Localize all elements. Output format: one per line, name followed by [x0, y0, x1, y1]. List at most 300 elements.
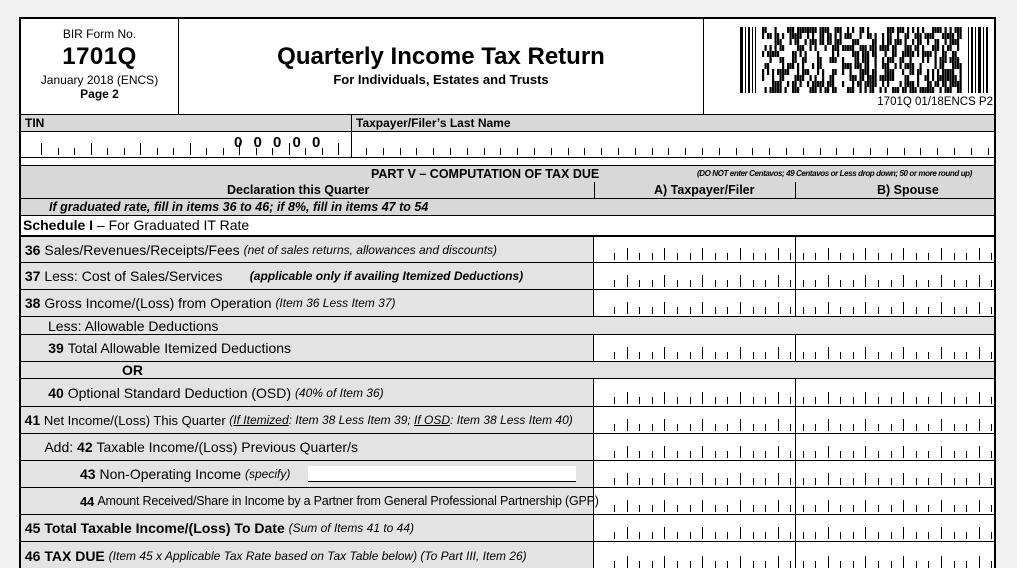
barcode-module: [957, 45, 959, 51]
barcode-module: [827, 39, 829, 45]
comb-tick: [991, 352, 992, 359]
comb-tick: [815, 561, 816, 568]
barcode-module: [887, 33, 889, 39]
barcode-module: [950, 69, 952, 75]
item-text: Total Allowable Itemized Deductions: [67, 340, 292, 356]
comb-tick: [891, 280, 892, 287]
note-part: : Item 38 Less Item 40): [450, 413, 573, 427]
barcode-module: [762, 33, 764, 39]
item-number: 43: [80, 466, 96, 482]
item-number: 41: [24, 412, 41, 428]
declaration-label: Declaration this Quarter: [227, 183, 370, 197]
barcode-module: [770, 51, 772, 57]
barcode-module: [850, 33, 852, 39]
comb-tick: [891, 253, 892, 260]
barcode-module: [937, 81, 939, 87]
comb-tick: [840, 561, 841, 568]
barcode-module: [945, 69, 947, 75]
comb-tick: [765, 280, 766, 287]
comb-tick: [903, 500, 904, 512]
item-46-spouse-input[interactable]: [796, 542, 996, 568]
comb-tick: [677, 478, 678, 485]
barcode-module: [897, 39, 899, 45]
barcode-module: [777, 39, 779, 45]
barcode-module: [915, 33, 917, 39]
comb-tick: [753, 424, 754, 431]
comb-tick: [916, 532, 917, 539]
comb-tick: [639, 397, 640, 404]
barcode-module: [800, 75, 802, 81]
less-allowable-label: Less: Allowable Deductions: [48, 318, 219, 334]
comb-tick: [601, 148, 602, 155]
barcode-module: [885, 87, 887, 93]
comb-tick: [966, 451, 967, 458]
barcode-module: [817, 57, 819, 63]
comb-tick: [690, 307, 691, 314]
comb-tick: [639, 307, 640, 314]
item-41-taxpayer-input[interactable]: [595, 407, 796, 433]
barcode-module: [872, 87, 874, 93]
barcode-module: [775, 51, 777, 57]
barcode-module: [935, 45, 937, 51]
comb-tick: [865, 500, 866, 512]
note-part: If OSD: [414, 413, 451, 427]
comb-tick: [677, 280, 678, 287]
barcode-module: [910, 45, 912, 51]
comb-tick: [765, 451, 766, 458]
barcode-module: [827, 81, 829, 87]
item-note: (Item 45 x Applicable Tax Rate based on Tax Table below) (To Part III, Item 26): [108, 549, 527, 563]
comb-tick: [865, 473, 866, 485]
item-37-row: [21, 263, 996, 290]
barcode-module: [935, 57, 937, 63]
barcode-module: [790, 39, 792, 45]
barcode-module: [925, 33, 927, 39]
barcode-module: [857, 63, 859, 69]
comb-tick: [614, 307, 615, 314]
tin-label-row: [21, 114, 996, 132]
barcode-module: [832, 69, 834, 75]
comb-tick: [916, 505, 917, 512]
barcode-module: [912, 69, 914, 75]
item-number: 36: [24, 241, 41, 258]
less-allowable-row: [21, 317, 996, 335]
barcode-image: [740, 27, 990, 93]
barcode-module: [770, 57, 772, 63]
barcode-module: [920, 33, 922, 39]
barcode-module: [905, 45, 907, 51]
barcode-module: [802, 75, 804, 81]
item-44-row: [21, 488, 996, 515]
comb-tick: [614, 561, 615, 568]
comb-tick: [765, 307, 766, 314]
barcode-module: [865, 45, 867, 51]
item-38-taxpayer-input[interactable]: [595, 290, 796, 316]
barcode-block: [704, 19, 996, 114]
comb-tick: [865, 248, 866, 260]
comb-tick: [979, 248, 980, 260]
item-number: 37: [24, 268, 41, 284]
comb-tick: [853, 397, 854, 404]
comb-tick: [878, 505, 879, 512]
comb-tick: [652, 307, 653, 314]
note-part: : Item 38 Less Item 39;: [288, 413, 415, 427]
comb-tick: [891, 424, 892, 431]
comb-tick: [865, 419, 866, 431]
comb-tick: [840, 424, 841, 431]
barcode-module: [917, 69, 919, 75]
comb-tick: [979, 446, 980, 458]
barcode-module: [870, 45, 872, 51]
item-42-taxpayer-input[interactable]: [595, 434, 796, 460]
comb-tick: [828, 446, 829, 458]
barcode-module: [892, 27, 894, 33]
item-text: Gross Income/(Loss) from Operation: [44, 295, 272, 311]
barcode-module: [820, 87, 822, 93]
barcode-module: [857, 81, 859, 87]
part-v-header: [21, 165, 996, 183]
barcode-module: [782, 75, 784, 81]
comb-tick: [790, 532, 791, 539]
barcode-module: [890, 57, 892, 63]
comb-tick: [627, 275, 628, 287]
barcode-module: [882, 75, 884, 81]
item-36-spouse-input[interactable]: [796, 237, 996, 262]
barcode-module: [870, 87, 872, 93]
comb-tick: [828, 392, 829, 404]
comb-tick: [652, 451, 653, 458]
comb-tick: [702, 302, 703, 314]
item-43-spouse-input[interactable]: [796, 461, 996, 487]
barcode-module: [762, 27, 764, 33]
comb-tick: [865, 556, 866, 568]
barcode-module: [790, 33, 792, 39]
barcode-module: [910, 57, 912, 63]
barcode-module: [772, 51, 774, 57]
barcode-module: [950, 87, 952, 93]
barcode-module: [772, 87, 774, 93]
comb-tick: [322, 148, 323, 155]
barcode-module: [842, 45, 844, 51]
barcode-module: [925, 75, 927, 81]
comb-tick: [928, 532, 929, 539]
item-text: Amount Received/Share in Income by a Partner from General Professional Partnership (GPP): [97, 494, 599, 508]
comb-tick: [740, 419, 741, 431]
barcode-module: [890, 33, 892, 39]
barcode-module: [875, 33, 877, 39]
barcode-module: [927, 87, 929, 93]
comb-tick: [664, 392, 665, 404]
barcode-caption: 1701Q 01/18ENCS P2: [877, 96, 993, 108]
item-44-spouse-input[interactable]: [796, 488, 996, 514]
barcode-module: [955, 57, 957, 63]
comb-tick: [790, 505, 791, 512]
comb-tick: [916, 561, 917, 568]
item-41-spouse-input[interactable]: [796, 407, 996, 433]
barcode-module: [950, 39, 952, 45]
comb-tick: [891, 397, 892, 404]
comb-tick: [715, 451, 716, 458]
comb-tick: [815, 397, 816, 404]
comb-tick: [916, 424, 917, 431]
barcode-module: [780, 87, 782, 93]
comb-tick: [928, 478, 929, 485]
barcode-module: [865, 81, 867, 87]
barcode-module: [952, 33, 954, 39]
barcode-module: [857, 57, 859, 63]
barcode-module: [945, 75, 947, 81]
barcode-module: [867, 63, 869, 69]
comb-tick: [778, 419, 779, 431]
barcode-module: [795, 75, 797, 81]
item-37-spouse-input[interactable]: [796, 263, 996, 289]
item-40-spouse-input[interactable]: [796, 379, 996, 406]
barcode-module: [802, 27, 804, 33]
barcode-module: [882, 57, 884, 63]
barcode-module: [912, 87, 914, 93]
item-39-row: [21, 335, 996, 362]
barcode-module: [830, 39, 832, 45]
comb-tick: [765, 532, 766, 539]
barcode-module: [912, 39, 914, 45]
comb-tick: [652, 253, 653, 260]
comb-tick: [904, 148, 905, 155]
comb-tick: [664, 302, 665, 314]
comb-tick: [903, 419, 904, 431]
item-36-taxpayer-input[interactable]: [595, 237, 796, 262]
barcode-module: [935, 27, 937, 33]
comb-tick: [727, 451, 728, 458]
item-44-label: [21, 488, 599, 514]
comb-tick: [534, 148, 535, 155]
comb-tick: [639, 280, 640, 287]
comb-tick: [903, 446, 904, 458]
barcode-module: [802, 45, 804, 51]
form-subtitle: For Individuals, Estates and Trusts: [333, 72, 549, 87]
comb-tick: [840, 478, 841, 485]
barcode-module: [902, 51, 904, 57]
or-row: [21, 362, 996, 379]
barcode-module: [825, 27, 827, 33]
barcode-module: [940, 87, 942, 93]
comb-tick: [652, 505, 653, 512]
comb-tick: [941, 347, 942, 359]
barcode-module: [770, 87, 772, 93]
barcode-module: [835, 69, 837, 75]
comb-tick: [941, 446, 942, 458]
item-40-taxpayer-input[interactable]: [595, 379, 796, 406]
barcode-module: [875, 75, 877, 81]
comb-tick: [928, 561, 929, 568]
barcode-module: [922, 57, 924, 63]
comb-tick: [614, 451, 615, 458]
barcode-module: [852, 45, 854, 51]
barcode-module: [942, 51, 944, 57]
barcode-module: [905, 81, 907, 87]
comb-tick: [727, 307, 728, 314]
barcode-module: [780, 57, 782, 63]
item-45-spouse-input[interactable]: [796, 515, 996, 541]
barcode-module: [805, 51, 807, 57]
comb-tick: [715, 352, 716, 359]
barcode-module: [775, 87, 777, 93]
barcode-module: [792, 27, 794, 33]
barcode-module: [830, 33, 832, 39]
comb-tick: [740, 347, 741, 359]
barcode-module: [800, 27, 802, 33]
schedule-i-title: [23, 217, 249, 233]
comb-tick: [124, 148, 125, 155]
barcode-module: [835, 27, 837, 33]
barcode-module: [952, 39, 954, 45]
comb-tick: [627, 419, 628, 431]
barcode-module: [812, 63, 814, 69]
comb-tick: [903, 527, 904, 539]
comb-tick: [966, 532, 967, 539]
barcode-module: [892, 87, 894, 93]
barcode-module: [777, 81, 779, 87]
comb-tick: [74, 148, 75, 155]
barcode-module: [932, 45, 934, 51]
comb-tick: [702, 248, 703, 260]
non-operating-specify-input[interactable]: [308, 466, 576, 482]
comb-tick: [765, 352, 766, 359]
item-46-taxpayer-input[interactable]: [595, 542, 796, 568]
barcode-module: [927, 57, 929, 63]
comb-tick: [971, 148, 972, 155]
comb-tick: [614, 352, 615, 359]
barcode-module: [807, 69, 809, 75]
comb-tick: [954, 397, 955, 404]
comb-tick: [786, 148, 787, 155]
comb-tick: [966, 307, 967, 314]
comb-tick: [988, 148, 989, 155]
item-42-spouse-input[interactable]: [796, 434, 996, 460]
barcode-module: [795, 87, 797, 93]
barcode-module: [827, 87, 829, 93]
comb-tick: [815, 505, 816, 512]
comb-tick: [614, 505, 615, 512]
tin-input[interactable]: [21, 131, 351, 157]
barcode-module: [832, 51, 834, 57]
barcode-module: [947, 69, 949, 75]
comb-tick: [991, 253, 992, 260]
comb-tick: [966, 505, 967, 512]
barcode-module: [792, 57, 794, 63]
barcode-module: [930, 33, 932, 39]
page-number: Page 2: [80, 87, 119, 101]
item-43-taxpayer-input[interactable]: [595, 461, 796, 487]
barcode-module: [872, 69, 874, 75]
barcode-module: [952, 57, 954, 63]
comb-tick: [853, 424, 854, 431]
comb-tick: [991, 451, 992, 458]
comb-tick: [991, 561, 992, 568]
barcode-module: [947, 75, 949, 81]
comb-tick: [840, 505, 841, 512]
item-37-taxpayer-input[interactable]: [595, 263, 796, 289]
comb-tick: [765, 505, 766, 512]
barcode-module: [857, 51, 859, 57]
comb-tick: [853, 307, 854, 314]
barcode-module: [767, 51, 769, 57]
barcode-module: [925, 87, 927, 93]
comb-tick: [639, 561, 640, 568]
barcode-module: [927, 39, 929, 45]
barcode-module: [927, 81, 929, 87]
comb-tick: [614, 424, 615, 431]
barcode-module: [835, 39, 837, 45]
comb-tick: [752, 148, 753, 155]
form-number: 1701Q: [62, 43, 137, 70]
barcode-module: [960, 63, 962, 69]
item-37-label: [21, 263, 594, 289]
item-45-taxpayer-input[interactable]: [595, 515, 796, 541]
tin-entry-row: [21, 131, 996, 158]
barcode-module: [957, 87, 959, 93]
barcode-module: [887, 75, 889, 81]
barcode-module: [957, 27, 959, 33]
item-39-taxpayer-input[interactable]: [595, 335, 796, 361]
item-42-label: [21, 434, 594, 460]
item-38-spouse-input[interactable]: [796, 290, 996, 316]
barcode-module: [837, 51, 839, 57]
barcode-module: [852, 87, 854, 93]
comb-tick: [690, 561, 691, 568]
barcode-module: [945, 51, 947, 57]
comb-tick: [903, 275, 904, 287]
comb-tick: [878, 253, 879, 260]
barcode-module: [777, 51, 779, 57]
barcode-module: [850, 75, 852, 81]
item-note: (applicable only if availing Itemized Deductions): [249, 269, 524, 283]
item-36-row: [21, 237, 996, 263]
barcode-module: [765, 87, 767, 93]
barcode-module: [777, 69, 779, 75]
barcode-module: [885, 69, 887, 75]
comb-tick: [828, 248, 829, 260]
last-name-input[interactable]: [352, 131, 996, 157]
barcode-module: [780, 69, 782, 75]
item-39-spouse-input[interactable]: [796, 335, 996, 361]
comb-tick: [614, 253, 615, 260]
comb-tick: [891, 307, 892, 314]
item-44-taxpayer-input[interactable]: [595, 488, 796, 514]
item-text: Taxable Income/(Loss) Previous Quarter/s: [96, 439, 358, 455]
barcode-module: [960, 87, 962, 93]
barcode-module: [952, 51, 954, 57]
tin-label: TIN: [25, 116, 45, 130]
barcode-module: [802, 69, 804, 75]
barcode-module: [792, 87, 794, 93]
barcode-module: [832, 57, 834, 63]
barcode-module: [867, 51, 869, 57]
comb-tick: [753, 352, 754, 359]
barcode-module: [952, 75, 954, 81]
barcode-module: [942, 63, 944, 69]
comb-tick: [778, 302, 779, 314]
barcode-module: [772, 75, 774, 81]
barcode-module: [780, 75, 782, 81]
barcode-module: [850, 45, 852, 51]
barcode-module: [872, 51, 874, 57]
comb-tick: [865, 275, 866, 287]
item-38-label: [21, 290, 594, 316]
comb-tick: [627, 527, 628, 539]
comb-tick: [753, 505, 754, 512]
comb-tick: [878, 561, 879, 568]
comb-tick: [727, 532, 728, 539]
